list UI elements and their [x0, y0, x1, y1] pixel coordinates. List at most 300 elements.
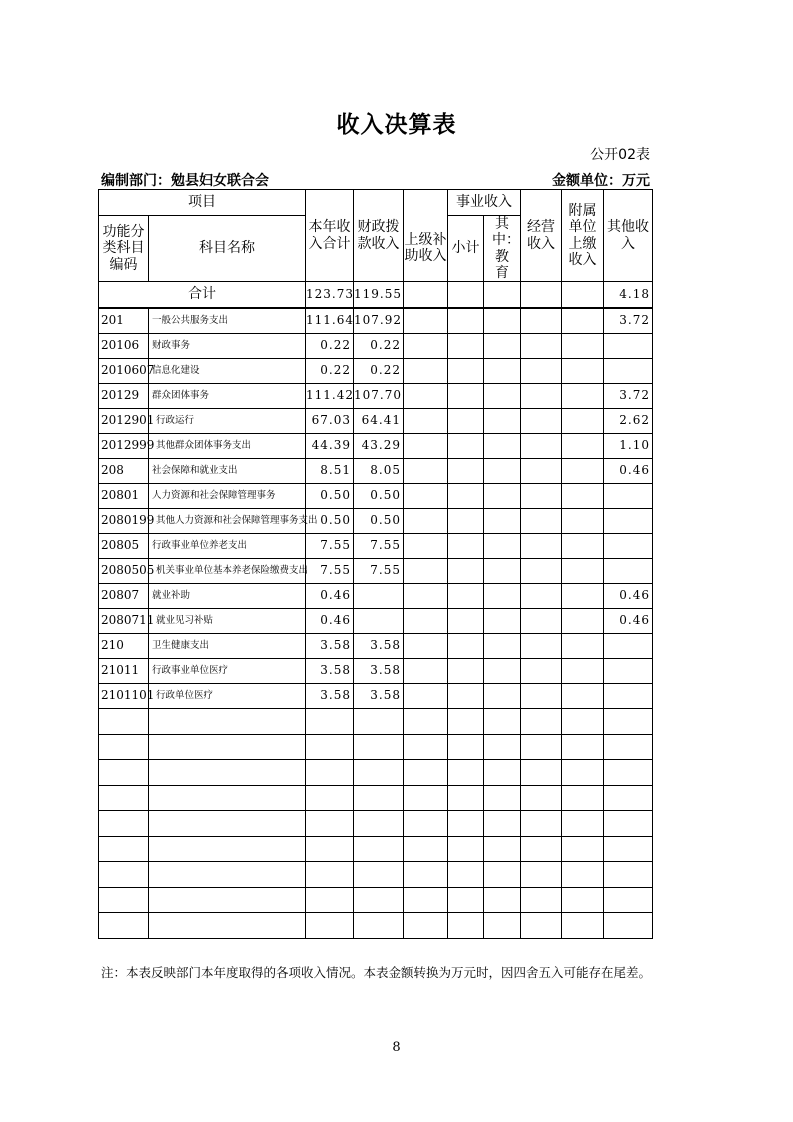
operating-cell — [521, 584, 562, 609]
other-cell — [604, 659, 653, 684]
education-cell — [484, 434, 521, 459]
other-cell: 1.10 — [604, 434, 653, 459]
fiscal-cell — [354, 609, 404, 634]
subject-name-cell: 财政事务 — [149, 334, 306, 359]
affiliated-cell — [562, 559, 604, 584]
subject-name-cell: 行政运行 — [149, 409, 306, 434]
empty-cell — [404, 887, 448, 913]
empty-cell — [149, 734, 306, 760]
empty-cell — [448, 760, 484, 786]
education-cell — [484, 308, 521, 334]
operating-cell — [521, 534, 562, 559]
empty-cell — [484, 862, 521, 888]
education-cell — [484, 384, 521, 409]
total-income-cell: 3.58 — [306, 659, 354, 684]
empty-cell — [604, 913, 653, 939]
empty-row — [99, 785, 653, 811]
table-row — [99, 684, 653, 709]
superior-cell — [404, 334, 448, 359]
affiliated-cell — [562, 534, 604, 559]
page-title: 收入决算表 — [336, 112, 457, 138]
empty-cell — [562, 709, 604, 735]
total-row — [99, 282, 653, 309]
empty-cell — [562, 811, 604, 837]
total-income-cell: 3.58 — [306, 684, 354, 709]
fiscal-cell: 8.05 — [354, 459, 404, 484]
empty-cell — [149, 760, 306, 786]
empty-cell — [604, 760, 653, 786]
empty-cell — [484, 811, 521, 837]
affiliated-cell — [562, 359, 604, 384]
superior-cell — [404, 684, 448, 709]
operating-cell — [521, 359, 562, 384]
superior-cell — [404, 559, 448, 584]
fiscal-cell: 3.58 — [354, 684, 404, 709]
empty-row — [99, 836, 653, 862]
affiliated-cell — [562, 334, 604, 359]
empty-row — [99, 760, 653, 786]
subtotal-cell — [448, 484, 484, 509]
total-income-cell: 7.55 — [306, 559, 354, 584]
empty-cell — [604, 862, 653, 888]
empty-cell — [354, 811, 404, 837]
func-code-cell: 2101101 — [99, 684, 149, 709]
empty-cell — [521, 785, 562, 811]
func-code-cell: 20801 — [99, 484, 149, 509]
subtotal-cell — [448, 584, 484, 609]
table-row — [99, 459, 653, 484]
other-cell: 0.46 — [604, 584, 653, 609]
empty-cell — [306, 887, 354, 913]
header-other: 其他收入 — [604, 190, 653, 282]
table-row — [99, 334, 653, 359]
total-affiliated-cell — [562, 282, 604, 309]
empty-cell — [149, 887, 306, 913]
empty-cell — [484, 709, 521, 735]
total-income-cell: 67.03 — [306, 409, 354, 434]
empty-cell — [99, 913, 149, 939]
func-code-cell: 2012901 — [99, 409, 149, 434]
empty-cell — [404, 811, 448, 837]
empty-cell — [306, 709, 354, 735]
empty-cell — [404, 913, 448, 939]
operating-cell — [521, 308, 562, 334]
table-row — [99, 384, 653, 409]
subtotal-cell — [448, 559, 484, 584]
form-number: 公开02表 — [590, 147, 650, 163]
superior-cell — [404, 609, 448, 634]
empty-cell — [521, 760, 562, 786]
affiliated-cell — [562, 409, 604, 434]
fiscal-cell: 107.70 — [354, 384, 404, 409]
func-code-cell: 2080711 — [99, 609, 149, 634]
fiscal-cell: 3.58 — [354, 634, 404, 659]
empty-cell — [521, 811, 562, 837]
total-income-cell: 0.50 — [306, 484, 354, 509]
empty-cell — [99, 734, 149, 760]
empty-cell — [306, 862, 354, 888]
total-income-cell: 111.42 — [306, 384, 354, 409]
total-income-cell: 0.50 — [306, 509, 354, 534]
func-code-cell: 2080505 — [99, 559, 149, 584]
education-cell — [484, 584, 521, 609]
empty-cell — [484, 785, 521, 811]
header-superior: 上级补助收入 — [404, 190, 448, 282]
empty-cell — [354, 836, 404, 862]
affiliated-cell — [562, 459, 604, 484]
empty-cell — [448, 811, 484, 837]
empty-cell — [521, 913, 562, 939]
empty-cell — [404, 709, 448, 735]
empty-cell — [354, 887, 404, 913]
empty-cell — [404, 785, 448, 811]
superior-cell — [404, 584, 448, 609]
affiliated-cell — [562, 609, 604, 634]
empty-cell — [404, 862, 448, 888]
empty-cell — [149, 862, 306, 888]
subtotal-cell — [448, 534, 484, 559]
other-cell: 3.72 — [604, 308, 653, 334]
table-row — [99, 659, 653, 684]
empty-cell — [562, 734, 604, 760]
empty-cell — [562, 836, 604, 862]
empty-cell — [149, 811, 306, 837]
empty-cell — [149, 913, 306, 939]
func-code-cell: 21011 — [99, 659, 149, 684]
header-business: 事业收入 — [448, 190, 521, 216]
func-code-cell: 2012999 — [99, 434, 149, 459]
empty-cell — [99, 836, 149, 862]
page-number: 8 — [392, 1040, 401, 1055]
empty-cell — [604, 811, 653, 837]
table-row — [99, 509, 653, 534]
empty-cell — [354, 734, 404, 760]
empty-cell — [306, 760, 354, 786]
empty-cell — [149, 836, 306, 862]
fiscal-cell — [354, 584, 404, 609]
empty-cell — [521, 862, 562, 888]
subject-name-cell: 人力资源和社会保障管理事务 — [149, 484, 306, 509]
other-cell — [604, 509, 653, 534]
superior-cell — [404, 634, 448, 659]
other-cell — [604, 359, 653, 384]
affiliated-cell — [562, 584, 604, 609]
empty-cell — [562, 760, 604, 786]
superior-cell — [404, 409, 448, 434]
other-cell: 0.46 — [604, 609, 653, 634]
other-cell — [604, 559, 653, 584]
affiliated-cell — [562, 509, 604, 534]
total-income-cell: 0.22 — [306, 359, 354, 384]
subtotal-cell — [448, 384, 484, 409]
subject-name-cell: 群众团体事务 — [149, 384, 306, 409]
footnote: 注：本表反映部门本年度取得的各项收入情况。本表金额转换为万元时，因四舍五入可能存在尾差。 — [101, 965, 652, 980]
table-row — [99, 534, 653, 559]
operating-cell — [521, 434, 562, 459]
subject-name-cell: 就业补助 — [149, 584, 306, 609]
unit-label: 金额单位：万元 — [552, 173, 650, 189]
other-cell — [604, 484, 653, 509]
header-func-code: 功能分类科目编码 — [99, 216, 149, 282]
education-cell — [484, 334, 521, 359]
total-operating-cell — [521, 282, 562, 309]
empty-cell — [562, 785, 604, 811]
empty-cell — [484, 836, 521, 862]
empty-cell — [448, 785, 484, 811]
empty-cell — [354, 709, 404, 735]
empty-cell — [306, 785, 354, 811]
empty-cell — [404, 760, 448, 786]
empty-cell — [604, 887, 653, 913]
table-row — [99, 484, 653, 509]
header-subject-name: 科目名称 — [149, 216, 306, 282]
affiliated-cell — [562, 384, 604, 409]
education-cell — [484, 359, 521, 384]
subject-name-cell: 就业见习补贴 — [149, 609, 306, 634]
operating-cell — [521, 459, 562, 484]
subject-name-cell: 行政事业单位医疗 — [149, 659, 306, 684]
subject-name-cell: 其他人力资源和社会保障管理事务支出 — [149, 509, 306, 534]
fiscal-cell: 7.55 — [354, 559, 404, 584]
func-code-cell: 201 — [99, 308, 149, 334]
empty-cell — [448, 887, 484, 913]
superior-cell — [404, 308, 448, 334]
superior-cell — [404, 659, 448, 684]
subject-name-cell: 行政单位医疗 — [149, 684, 306, 709]
empty-cell — [604, 709, 653, 735]
empty-row — [99, 734, 653, 760]
empty-cell — [99, 760, 149, 786]
empty-cell — [99, 887, 149, 913]
empty-cell — [99, 811, 149, 837]
empty-row — [99, 862, 653, 888]
subtotal-cell — [448, 308, 484, 334]
table-row — [99, 609, 653, 634]
empty-row — [99, 913, 653, 939]
education-cell — [484, 534, 521, 559]
total-superior-cell — [404, 282, 448, 309]
superior-cell — [404, 534, 448, 559]
total-income-cell: 123.73 — [306, 282, 354, 309]
total-education-cell — [484, 282, 521, 309]
empty-cell — [306, 836, 354, 862]
subtotal-cell — [448, 359, 484, 384]
education-cell — [484, 509, 521, 534]
empty-cell — [604, 785, 653, 811]
subject-name-cell: 一般公共服务支出 — [149, 308, 306, 334]
total-income-cell: 111.64 — [306, 308, 354, 334]
total-subtotal-cell — [448, 282, 484, 309]
table-row — [99, 308, 653, 334]
affiliated-cell — [562, 308, 604, 334]
superior-cell — [404, 509, 448, 534]
other-cell: 2.62 — [604, 409, 653, 434]
empty-cell — [354, 760, 404, 786]
education-cell — [484, 409, 521, 434]
total-fiscal-cell: 119.55 — [354, 282, 404, 309]
empty-cell — [306, 734, 354, 760]
other-cell — [604, 534, 653, 559]
subtotal-cell — [448, 634, 484, 659]
affiliated-cell — [562, 634, 604, 659]
empty-cell — [354, 913, 404, 939]
other-cell — [604, 334, 653, 359]
operating-cell — [521, 334, 562, 359]
empty-cell — [484, 913, 521, 939]
empty-cell — [604, 734, 653, 760]
other-cell — [604, 684, 653, 709]
header-education: 其中：教育 — [484, 216, 521, 282]
empty-cell — [149, 709, 306, 735]
empty-cell — [149, 785, 306, 811]
total-income-cell: 0.22 — [306, 334, 354, 359]
subtotal-cell — [448, 409, 484, 434]
empty-cell — [562, 913, 604, 939]
education-cell — [484, 684, 521, 709]
empty-cell — [448, 862, 484, 888]
subtotal-cell — [448, 609, 484, 634]
education-cell — [484, 634, 521, 659]
operating-cell — [521, 509, 562, 534]
empty-cell — [404, 836, 448, 862]
fiscal-cell: 0.50 — [354, 484, 404, 509]
total-income-cell: 0.46 — [306, 609, 354, 634]
other-cell: 3.72 — [604, 384, 653, 409]
empty-cell — [484, 887, 521, 913]
empty-cell — [521, 887, 562, 913]
header-operating: 经营收入 — [521, 190, 562, 282]
table-row — [99, 434, 653, 459]
superior-cell — [404, 384, 448, 409]
empty-row — [99, 887, 653, 913]
total-other-cell: 4.18 — [604, 282, 653, 309]
subject-name-cell: 卫生健康支出 — [149, 634, 306, 659]
total-income-cell: 3.58 — [306, 634, 354, 659]
subtotal-cell — [448, 434, 484, 459]
fiscal-cell: 0.22 — [354, 334, 404, 359]
superior-cell — [404, 459, 448, 484]
empty-cell — [521, 836, 562, 862]
empty-cell — [484, 760, 521, 786]
subtotal-cell — [448, 659, 484, 684]
subject-name-cell: 机关事业单位基本养老保险缴费支出 — [149, 559, 306, 584]
empty-cell — [448, 709, 484, 735]
education-cell — [484, 559, 521, 584]
subject-name-cell: 社会保障和就业支出 — [149, 459, 306, 484]
empty-row — [99, 709, 653, 735]
total-income-cell: 0.46 — [306, 584, 354, 609]
subject-name-cell: 信息化建设 — [149, 359, 306, 384]
department-label: 编制部门：勉县妇女联合会 — [101, 173, 269, 189]
education-cell — [484, 659, 521, 684]
func-code-cell: 2080199 — [99, 509, 149, 534]
empty-cell — [562, 887, 604, 913]
affiliated-cell — [562, 659, 604, 684]
func-code-cell: 20106 — [99, 334, 149, 359]
subject-name-cell: 行政事业单位养老支出 — [149, 534, 306, 559]
empty-cell — [354, 862, 404, 888]
operating-cell — [521, 559, 562, 584]
operating-cell — [521, 484, 562, 509]
subtotal-cell — [448, 459, 484, 484]
total-label: 合计 — [99, 282, 306, 309]
operating-cell — [521, 384, 562, 409]
func-code-cell: 20807 — [99, 584, 149, 609]
header-item: 项目 — [99, 190, 306, 216]
fiscal-cell: 64.41 — [354, 409, 404, 434]
empty-cell — [448, 734, 484, 760]
affiliated-cell — [562, 434, 604, 459]
superior-cell — [404, 434, 448, 459]
empty-cell — [521, 734, 562, 760]
func-code-cell: 2010607 — [99, 359, 149, 384]
func-code-cell: 210 — [99, 634, 149, 659]
subject-name-cell: 其他群众团体事务支出 — [149, 434, 306, 459]
header-fiscal: 财政拨款收入 — [354, 190, 404, 282]
header-affiliated: 附属单位上缴收入 — [562, 190, 604, 282]
empty-cell — [521, 709, 562, 735]
empty-cell — [562, 862, 604, 888]
table-row — [99, 584, 653, 609]
income-table — [98, 189, 653, 939]
empty-cell — [306, 913, 354, 939]
empty-cell — [306, 811, 354, 837]
empty-row — [99, 811, 653, 837]
fiscal-cell: 0.22 — [354, 359, 404, 384]
total-income-cell: 8.51 — [306, 459, 354, 484]
empty-cell — [604, 836, 653, 862]
superior-cell — [404, 484, 448, 509]
subtotal-cell — [448, 334, 484, 359]
empty-cell — [99, 785, 149, 811]
superior-cell — [404, 359, 448, 384]
fiscal-cell: 0.50 — [354, 509, 404, 534]
operating-cell — [521, 409, 562, 434]
func-code-cell: 20129 — [99, 384, 149, 409]
table-row — [99, 634, 653, 659]
other-cell — [604, 634, 653, 659]
fiscal-cell: 7.55 — [354, 534, 404, 559]
subtotal-cell — [448, 684, 484, 709]
func-code-cell: 208 — [99, 459, 149, 484]
education-cell — [484, 459, 521, 484]
empty-cell — [354, 785, 404, 811]
education-cell — [484, 484, 521, 509]
other-cell: 0.46 — [604, 459, 653, 484]
fiscal-cell: 107.92 — [354, 308, 404, 334]
operating-cell — [521, 684, 562, 709]
fiscal-cell: 43.29 — [354, 434, 404, 459]
total-income-cell: 7.55 — [306, 534, 354, 559]
affiliated-cell — [562, 684, 604, 709]
header-total-income: 本年收入合计 — [306, 190, 354, 282]
func-code-cell: 20805 — [99, 534, 149, 559]
total-income-cell: 44.39 — [306, 434, 354, 459]
empty-cell — [404, 734, 448, 760]
operating-cell — [521, 634, 562, 659]
empty-cell — [448, 913, 484, 939]
table-row — [99, 559, 653, 584]
affiliated-cell — [562, 484, 604, 509]
subtotal-cell — [448, 509, 484, 534]
empty-cell — [448, 836, 484, 862]
fiscal-cell: 3.58 — [354, 659, 404, 684]
operating-cell — [521, 659, 562, 684]
empty-cell — [484, 734, 521, 760]
table-row — [99, 359, 653, 384]
table-row — [99, 409, 653, 434]
empty-cell — [99, 709, 149, 735]
